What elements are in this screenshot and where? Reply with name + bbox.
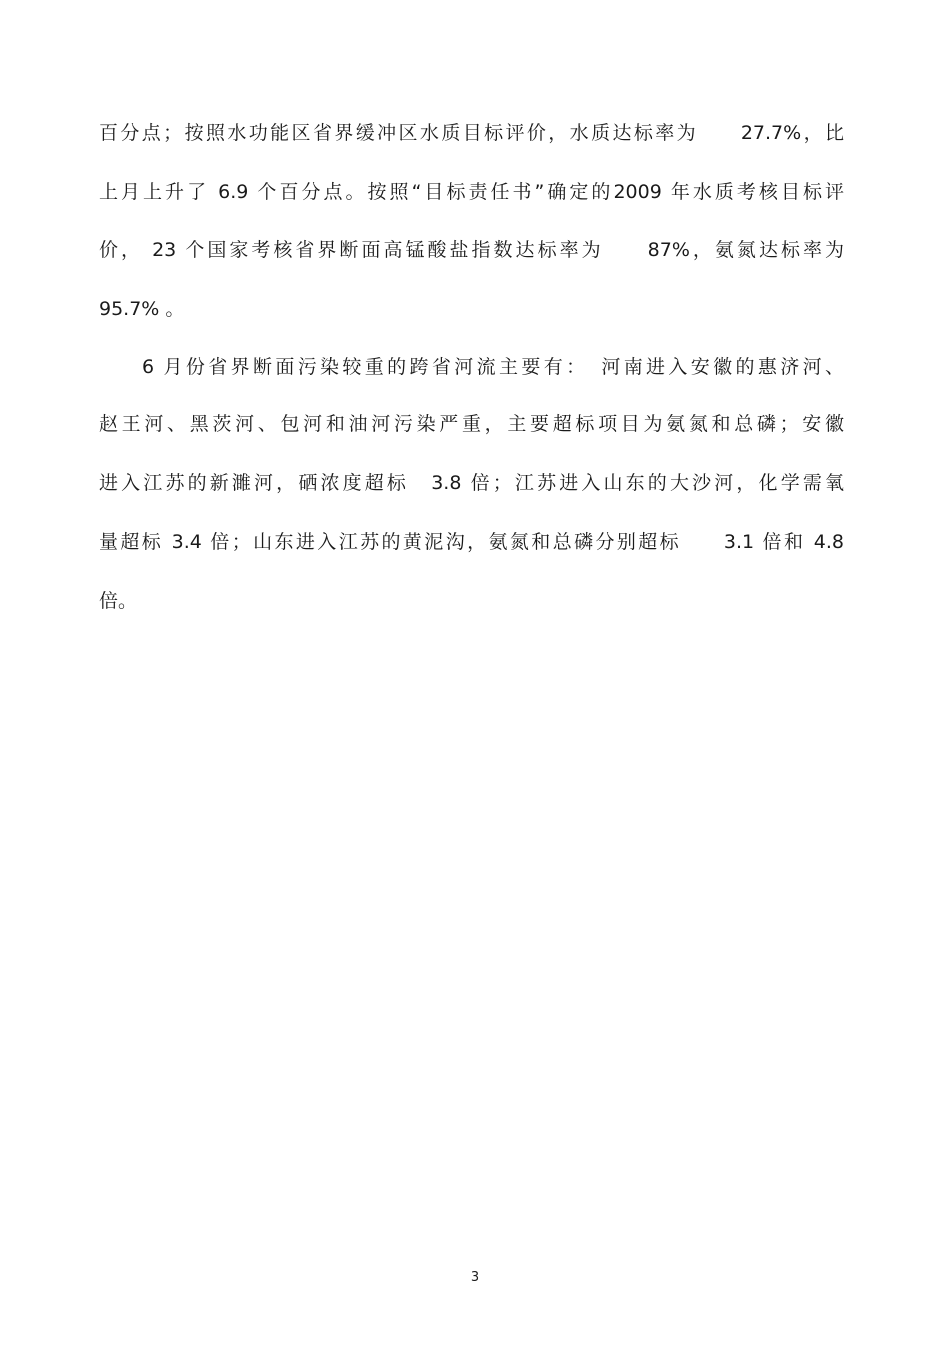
- text-line: 上月上升了 6.9 个百分点。按照“目标责任书”确定的2009 年水质考核目标评: [99, 181, 844, 203]
- page-number: 3: [470, 1270, 480, 1285]
- text-line: 量超标 3.4 倍；山东进入江苏的黄泥沟，氨氮和总磷分别超标 3.1 倍和 4.8: [99, 531, 844, 553]
- text-line: 6 月份省界断面污染较重的跨省河流主要有： 河南进入安徽的惠济河、: [142, 356, 844, 378]
- text-line: 赵王河、黑茨河、包河和油河污染严重，主要超标项目为氨氮和总磷；安徽: [99, 413, 844, 435]
- text-line: 倍。: [99, 590, 138, 612]
- text-line: 百分点；按照水功能区省界缓冲区水质目标评价，水质达标率为 27.7%，比: [99, 122, 844, 144]
- text-line: 95.7% 。: [99, 298, 185, 320]
- text-line: 进入江苏的新濉河，硒浓度超标 3.8 倍；江苏进入山东的大沙河，化学需氧: [99, 472, 844, 494]
- text-line: 价， 23 个国家考核省界断面高锰酸盐指数达标率为 87%，氨氮达标率为: [99, 239, 844, 261]
